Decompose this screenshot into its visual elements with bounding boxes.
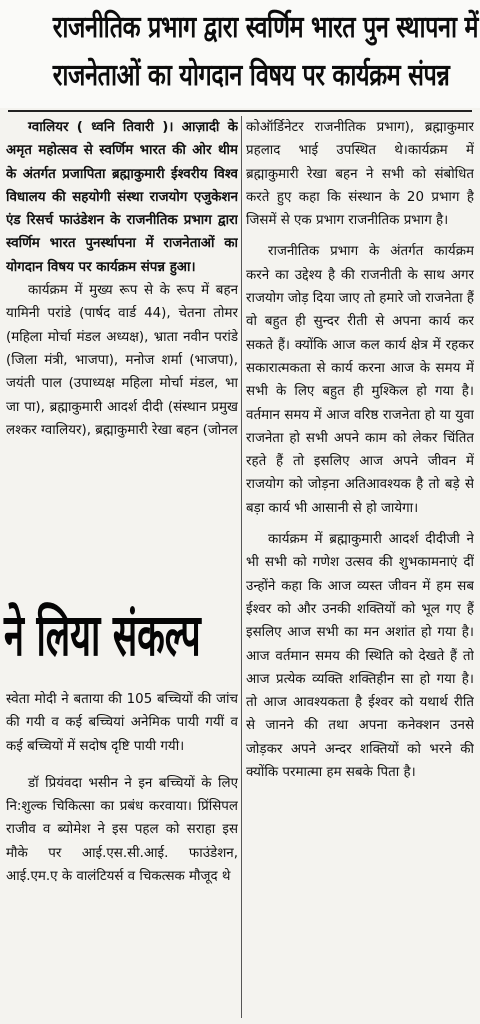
article-headline <box>0 0 480 108</box>
right-paragraph-1: कोऑर्डिनेटर राजनीतिक प्रभाग), ब्रह्माकुमार प्रहलाद भाई उपस्थित थे।कार्यक्रम में ब्रह्माकुमारी रेखा बहन ने सभी को संबोधित करते हुए कहा कि संस्थान के 20 प्रभाग है जिसमें से एक प्रभाग राजनीतिक प्रभाग है। <box>246 120 474 229</box>
left-column-bottom <box>6 688 238 1018</box>
headline-line-2: राजनेताओं का योगदान विषय पर कार्यक्रम संपन्न <box>52 58 450 93</box>
right-paragraph-3: कार्यक्रम में ब्रह्माकुमारी आदर्श दीदीजी ने भी सभी को गणेश उत्सव की शुभकामनाएं दीं उन्होंने कहा कि आज व्यस्त जीवन में हम सब ईश्वर को और उनकी शक्तियों को भूल गए हैं इसलिए आज सभी का मन अशांत हो गया है। आज वर्तमान समय की स्थिति को देखते हैं तो आज प्रत्येक व्यक्ति शक्तिहीन सा हो गया है। तो आज आवश्यकता है ईश्वर को यथार्थ रीति से जानने की तथा अपना कनेक्शन उनसे जोड़कर अपने अन्दर शक्तियों को भरने की क्योंकि परमात्मा हम सबके पिता है। <box>246 532 474 781</box>
left-column-top <box>6 116 238 588</box>
sub-article-paragraph-2: डॉ प्रियंवदा भसीन ने इन बच्चियों के लिए नि:शुल्क चिकित्सा का प्रबंध करवाया। प्रिंसिपल राजीव व ब्योमेश ने इस पहल को सराहा इस मौके पर आई.एस.सी.आई. फाउंडेशन, आई.एम.ए के वालंटियर्स व चिकत्सक मौजूद थे <box>6 775 238 885</box>
headline-line-1: राजनीतिक प्रभाग द्वारा स्वर्णिम भारत पुन स्थापना में <box>52 10 479 45</box>
column-divider <box>241 116 242 1018</box>
sub-article-paragraph-1: स्वेता मोदी ने बताया की 105 बच्चियों की जांच की गयी व कई बच्चियां अनेमिक पायी गयीं व कई बच्चियों में सदोष दृष्टि पायी गयी। <box>6 692 238 754</box>
article-lead-paragraph: ग्वालियर ( ध्वनि तिवारी )। आज़ादी के अमृत महोत्सव से स्वर्णिम भारत की ओर थीम के अंतर्गत प्रजापिता ब्रह्माकुमारी ईश्वरीय विश्व विधालय की सहयोगी संस्था राजयोग एजुकेशन एंड रिसर्च फाउंडेशन के राजनीतिक प्रभाग द्वारा स्वर्णिम भारत पुनर्स्थापना में राजनेताओं का योगदान विषय पर कार्यक्रम संपन्न हुआ। <box>6 120 238 275</box>
headline-rule <box>8 110 472 112</box>
sub-headline-text: ने लिया संकल्प <box>4 601 201 669</box>
article-body-paragraph: कार्यक्रम में मुख्य रूप से के रूप में बहन यामिनी परांडे (पार्षद वार्ड 44), चेतना तोमर (महिला मोर्चा मंडल अध्यक्ष), भ्राता नवीन परांडे (जिला मंत्री, भाजपा), मनोज शर्मा (भाजपा), जयंती पाल (उपाध्यक्ष महिला मोर्चा मंडल, भा जा पा), ब्रह्माकुमारी आदर्श दीदी (संस्थान प्रमुख लश्कर ग्वालियर), ब्रह्माकुमारी रेखा बहन (जोनल <box>6 283 238 438</box>
sub-article-headline <box>0 592 242 678</box>
right-paragraph-2: राजनीतिक प्रभाग के अंतर्गत कार्यक्रम करने का उद्देश्य है की राजनीती के साथ अगर राजयोग जोड़ दिया जाए तो हमारे जो राजनेता हैं वो बहुत ही सुन्दर रीती से अपना कार्य कर सकते हैं। क्योंकि आज कल कार्य क्षेत्र में रहकर सकारात्मकता से कार्य करना आज के समय में सभी के लिए बहुत ही मुश्किल हो गया है। वर्तमान समय में आज वरिष्ठ राजनेता हो या युवा राजनेता हो सभी अपने काम को लेकर चिंतित रहते हैं तो इसलिए आज अपने जीवन में राजयोग को जोड़ना अतिआवश्यक है तो बड़े से बड़ा कार्य भी आसानी से हो जायेगा। <box>246 244 474 516</box>
right-column <box>246 116 474 1018</box>
